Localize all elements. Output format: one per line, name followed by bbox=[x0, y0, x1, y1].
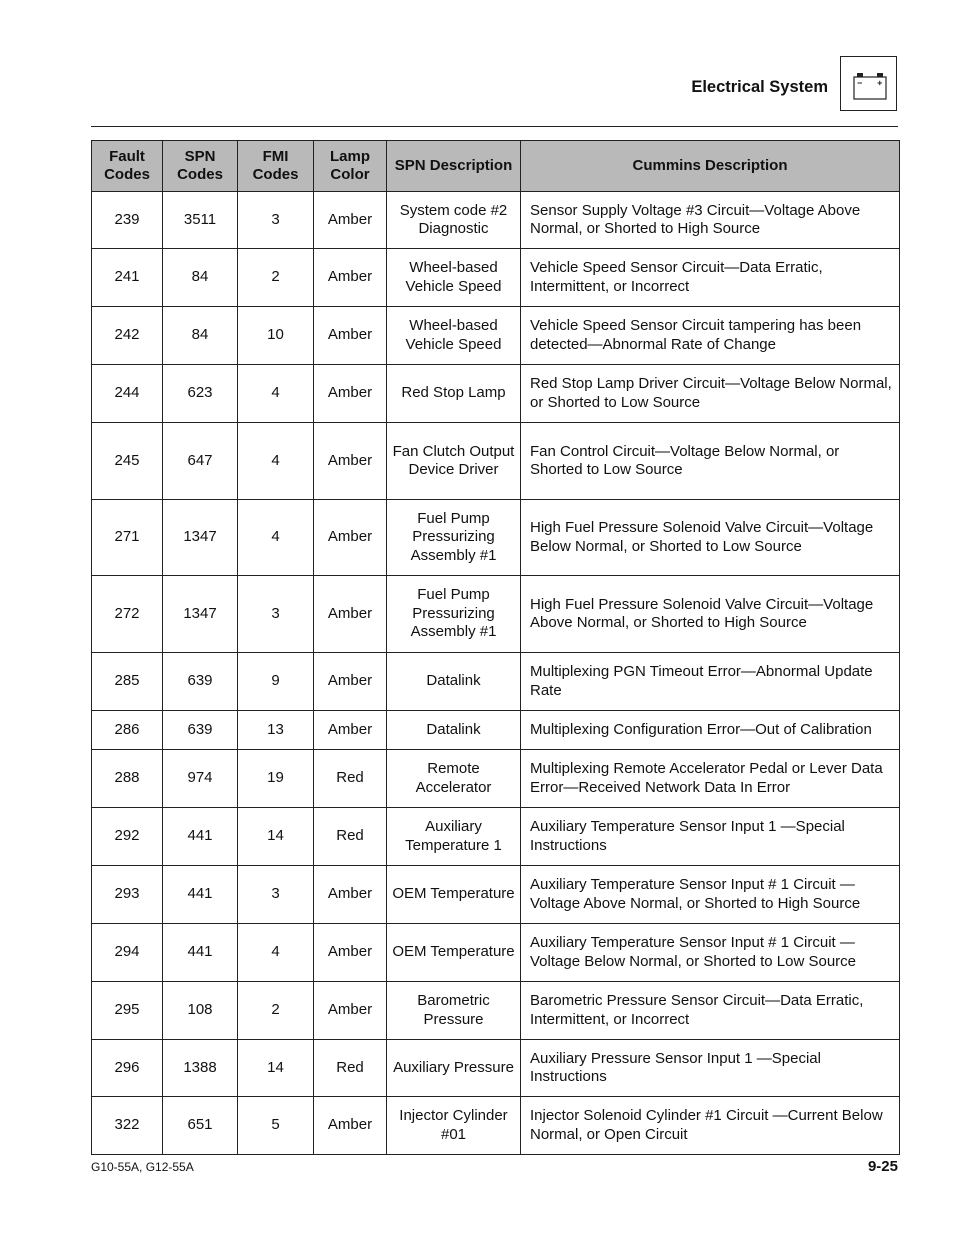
lamp-color-cell: Amber bbox=[314, 982, 387, 1040]
fault-code-cell: 294 bbox=[92, 924, 163, 982]
cummins-description-cell: Auxiliary Pressure Sensor Input 1 —Special Instructions bbox=[521, 1040, 900, 1097]
battery-icon bbox=[840, 56, 897, 111]
spn-description-cell: Wheel-based Vehicle Speed bbox=[387, 307, 521, 365]
table-row bbox=[92, 249, 900, 307]
fault-code-cell: 296 bbox=[92, 1040, 163, 1097]
lamp-color-cell: Amber bbox=[314, 365, 387, 423]
fmi-code-cell: 4 bbox=[238, 500, 314, 576]
lamp-color-cell: Amber bbox=[314, 500, 387, 576]
table-row bbox=[92, 653, 900, 711]
spn-description-cell: Remote Accelerator bbox=[387, 750, 521, 808]
fault-code-cell: 293 bbox=[92, 866, 163, 924]
fmi-code-cell: 10 bbox=[238, 307, 314, 365]
cummins-description-cell: Multiplexing PGN Timeout Error—Abnormal Update Rate bbox=[521, 653, 900, 711]
lamp-color-cell: Red bbox=[314, 750, 387, 808]
fmi-code-cell: 5 bbox=[238, 1097, 314, 1155]
cummins-description-cell: Vehicle Speed Sensor Circuit—Data Erratic, Intermittent, or Incorrect bbox=[521, 249, 900, 307]
table-row bbox=[92, 1097, 900, 1155]
spn-code-cell: 441 bbox=[163, 866, 238, 924]
fault-code-cell: 239 bbox=[92, 192, 163, 249]
fault-code-cell: 285 bbox=[92, 653, 163, 711]
table-row bbox=[92, 750, 900, 808]
table-row bbox=[92, 982, 900, 1040]
fmi-code-cell: 3 bbox=[238, 192, 314, 249]
fault-code-table bbox=[91, 140, 900, 1155]
column-header: FMI Codes bbox=[238, 141, 314, 192]
fault-code-cell: 295 bbox=[92, 982, 163, 1040]
spn-code-cell: 108 bbox=[163, 982, 238, 1040]
spn-code-cell: 974 bbox=[163, 750, 238, 808]
table-row bbox=[92, 808, 900, 866]
cummins-description-cell: High Fuel Pressure Solenoid Valve Circuit—Voltage Above Normal, or Shorted to High Source bbox=[521, 576, 900, 653]
fault-code-cell: 292 bbox=[92, 808, 163, 866]
table-row bbox=[92, 423, 900, 500]
lamp-color-cell: Amber bbox=[314, 192, 387, 249]
spn-code-cell: 651 bbox=[163, 1097, 238, 1155]
table-row bbox=[92, 365, 900, 423]
cummins-description-cell: Auxiliary Temperature Sensor Input # 1 Circuit —Voltage Above Normal, or Shorted to High Source bbox=[521, 866, 900, 924]
lamp-color-cell: Amber bbox=[314, 1097, 387, 1155]
lamp-color-cell: Red bbox=[314, 808, 387, 866]
spn-code-cell: 1347 bbox=[163, 576, 238, 653]
fault-code-cell: 288 bbox=[92, 750, 163, 808]
table-header-row bbox=[92, 141, 900, 192]
cummins-description-cell: Sensor Supply Voltage #3 Circuit—Voltage Above Normal, or Shorted to High Source bbox=[521, 192, 900, 249]
spn-code-cell: 1388 bbox=[163, 1040, 238, 1097]
spn-description-cell: OEM Temperature bbox=[387, 866, 521, 924]
spn-description-cell: Barometric Pressure bbox=[387, 982, 521, 1040]
cummins-description-cell: Injector Solenoid Cylinder #1 Circuit —Current Below Normal, or Open Circuit bbox=[521, 1097, 900, 1155]
cummins-description-cell: Barometric Pressure Sensor Circuit—Data Erratic, Intermittent, or Incorrect bbox=[521, 982, 900, 1040]
fmi-code-cell: 4 bbox=[238, 423, 314, 500]
lamp-color-cell: Amber bbox=[314, 653, 387, 711]
spn-code-cell: 441 bbox=[163, 808, 238, 866]
fmi-code-cell: 2 bbox=[238, 249, 314, 307]
column-header: SPN Description bbox=[387, 141, 521, 192]
spn-code-cell: 3511 bbox=[163, 192, 238, 249]
spn-description-cell: OEM Temperature bbox=[387, 924, 521, 982]
lamp-color-cell: Amber bbox=[314, 711, 387, 750]
table-row bbox=[92, 866, 900, 924]
spn-code-cell: 84 bbox=[163, 249, 238, 307]
fmi-code-cell: 3 bbox=[238, 576, 314, 653]
spn-code-cell: 441 bbox=[163, 924, 238, 982]
spn-description-cell: Auxiliary Pressure bbox=[387, 1040, 521, 1097]
spn-description-cell: Auxiliary Temperature 1 bbox=[387, 808, 521, 866]
column-header: SPN Codes bbox=[163, 141, 238, 192]
fmi-code-cell: 14 bbox=[238, 1040, 314, 1097]
page-number: 9-25 bbox=[867, 1158, 898, 1175]
spn-code-cell: 1347 bbox=[163, 500, 238, 576]
table-row bbox=[92, 192, 900, 249]
table-row bbox=[92, 307, 900, 365]
lamp-color-cell: Amber bbox=[314, 423, 387, 500]
table-row bbox=[92, 576, 900, 653]
footer-model: G10-55A, G12-55A bbox=[91, 1160, 194, 1174]
fmi-code-cell: 9 bbox=[238, 653, 314, 711]
fault-code-cell: 271 bbox=[92, 500, 163, 576]
fault-code-cell: 242 bbox=[92, 307, 163, 365]
fmi-code-cell: 19 bbox=[238, 750, 314, 808]
spn-code-cell: 647 bbox=[163, 423, 238, 500]
cummins-description-cell: Vehicle Speed Sensor Circuit tampering has been detected—Abnormal Rate of Change bbox=[521, 307, 900, 365]
fmi-code-cell: 4 bbox=[238, 924, 314, 982]
fmi-code-cell: 3 bbox=[238, 866, 314, 924]
section-title: Electrical System bbox=[691, 78, 828, 96]
cummins-description-cell: Multiplexing Configuration Error—Out of Calibration bbox=[521, 711, 900, 750]
table-row bbox=[92, 924, 900, 982]
fmi-code-cell: 4 bbox=[238, 365, 314, 423]
lamp-color-cell: Amber bbox=[314, 249, 387, 307]
fmi-code-cell: 2 bbox=[238, 982, 314, 1040]
column-header: Fault Codes bbox=[92, 141, 163, 192]
spn-description-cell: Fuel Pump Pressurizing Assembly #1 bbox=[387, 500, 521, 576]
spn-description-cell: Datalink bbox=[387, 711, 521, 750]
fault-code-cell: 322 bbox=[92, 1097, 163, 1155]
fault-code-cell: 241 bbox=[92, 249, 163, 307]
spn-description-cell: Wheel-based Vehicle Speed bbox=[387, 249, 521, 307]
spn-description-cell: Fan Clutch Output Device Driver bbox=[387, 423, 521, 500]
lamp-color-cell: Amber bbox=[314, 866, 387, 924]
spn-code-cell: 623 bbox=[163, 365, 238, 423]
spn-code-cell: 639 bbox=[163, 653, 238, 711]
fault-code-cell: 286 bbox=[92, 711, 163, 750]
spn-description-cell: System code #2 Diagnostic bbox=[387, 192, 521, 249]
cummins-description-cell: Multiplexing Remote Accelerator Pedal or Lever Data Error—Received Network Data In Error bbox=[521, 750, 900, 808]
cummins-description-cell: Auxiliary Temperature Sensor Input # 1 Circuit —Voltage Below Normal, or Shorted to Low Source bbox=[521, 924, 900, 982]
table-row bbox=[92, 1040, 900, 1097]
fmi-code-cell: 14 bbox=[238, 808, 314, 866]
cummins-description-cell: Red Stop Lamp Driver Circuit—Voltage Below Normal, or Shorted to Low Source bbox=[521, 365, 900, 423]
fmi-code-cell: 13 bbox=[238, 711, 314, 750]
spn-description-cell: Red Stop Lamp bbox=[387, 365, 521, 423]
table-row bbox=[92, 500, 900, 576]
header-rule bbox=[91, 126, 898, 127]
spn-code-cell: 639 bbox=[163, 711, 238, 750]
table-row bbox=[92, 711, 900, 750]
cummins-description-cell: Auxiliary Temperature Sensor Input 1 —Special Instructions bbox=[521, 808, 900, 866]
column-header: Lamp Color bbox=[314, 141, 387, 192]
cummins-description-cell: Fan Control Circuit—Voltage Below Normal, or Shorted to Low Source bbox=[521, 423, 900, 500]
lamp-color-cell: Amber bbox=[314, 307, 387, 365]
fault-code-cell: 272 bbox=[92, 576, 163, 653]
fault-code-cell: 245 bbox=[92, 423, 163, 500]
spn-code-cell: 84 bbox=[163, 307, 238, 365]
spn-description-cell: Datalink bbox=[387, 653, 521, 711]
fault-code-cell: 244 bbox=[92, 365, 163, 423]
column-header: Cummins Description bbox=[521, 141, 900, 192]
cummins-description-cell: High Fuel Pressure Solenoid Valve Circuit—Voltage Below Normal, or Shorted to Low Source bbox=[521, 500, 900, 576]
lamp-color-cell: Amber bbox=[314, 924, 387, 982]
spn-description-cell: Injector Cylinder #01 bbox=[387, 1097, 521, 1155]
spn-description-cell: Fuel Pump Pressurizing Assembly #1 bbox=[387, 576, 521, 653]
lamp-color-cell: Red bbox=[314, 1040, 387, 1097]
lamp-color-cell: Amber bbox=[314, 576, 387, 653]
